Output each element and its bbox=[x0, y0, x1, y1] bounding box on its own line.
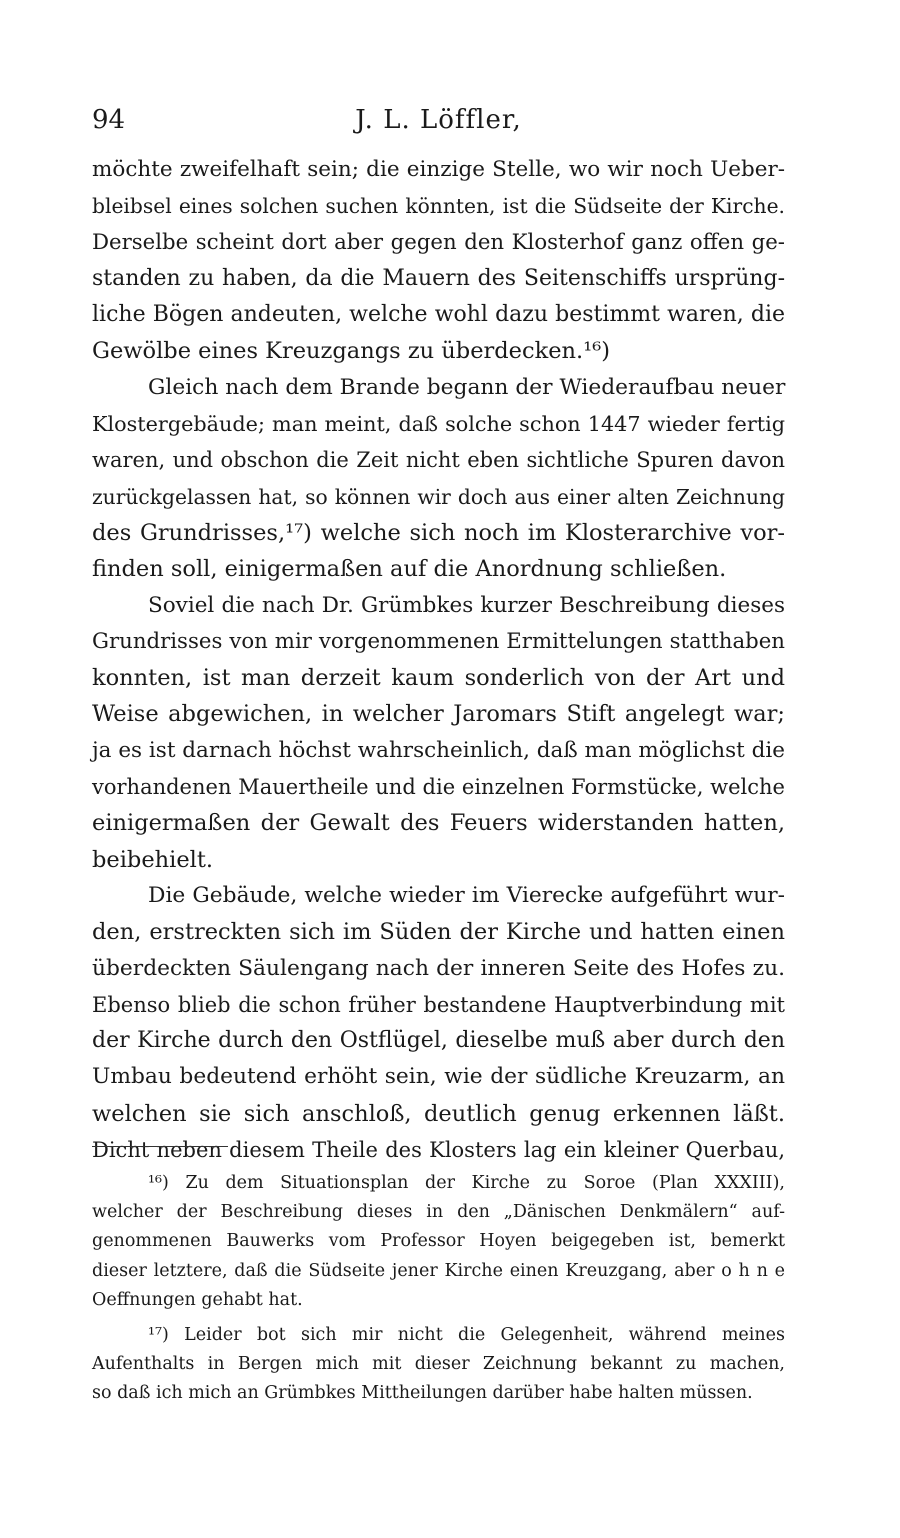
footnote-divider bbox=[92, 1146, 228, 1147]
text-line: Klostergebäude; man meint, daß solche schon 1447 wieder fertig bbox=[92, 412, 785, 437]
footnote-line: Oeffnungen gehabt hat. bbox=[92, 1289, 303, 1310]
footnote-line: dieser letztere, daß die Südseite jener Kirche einen Kreuzgang, aber o h n e bbox=[92, 1260, 785, 1281]
text-line: Weise abgewichen, in welcher Jaromars Stift angelegt war; bbox=[92, 701, 785, 728]
footnote-line: genommenen Bauwerks vom Professor Hoyen beigegeben ist, bemerkt bbox=[92, 1231, 785, 1252]
page-header bbox=[92, 100, 785, 140]
text-line: finden soll, einigermaßen auf die Anordnung schließen. bbox=[92, 556, 727, 583]
text-line: der Kirche durch den Ostflügel, dieselbe muß aber durch den bbox=[92, 1028, 785, 1054]
text-line: überdeckten Säulengang nach der inneren Seite des Hofes zu. bbox=[92, 955, 785, 981]
text-line: bleibsel eines solchen suchen könnten, ist die Südseite der Kirche. bbox=[92, 194, 785, 219]
text-line: Die Gebäude, welche wieder im Vierecke aufgeführt wur- bbox=[148, 882, 785, 908]
text-line: den, erstreckten sich im Süden der Kirche und hatten einen bbox=[92, 919, 785, 946]
running-head: J. L. Löffler, bbox=[355, 105, 522, 135]
text-line: Umbau bedeutend erhöht sein, wie der südliche Kreuzarm, an bbox=[92, 1064, 785, 1090]
text-line: Soviel die nach Dr. Grümbkes kurzer Beschreibung dieses bbox=[148, 592, 785, 618]
text-line: Grundrisses von mir vorgenommenen Ermittelungen statthaben bbox=[92, 628, 785, 654]
footnote-line: so daß ich mich an Grümbkes Mittheilungen darüber habe halten müssen. bbox=[92, 1383, 753, 1404]
text-line: möchte zweifelhaft sein; die einzige Stelle, wo wir noch Ueber- bbox=[92, 157, 785, 182]
text-line: standen zu haben, da die Mauern des Seitenschiffs ursprüng- bbox=[92, 265, 785, 291]
text-line: Dicht neben diesem Theile des Klosters lag ein kleiner Querbau, bbox=[92, 1138, 785, 1163]
text-line: Gewölbe eines Kreuzgangs zu überdecken.¹⁶) bbox=[92, 338, 611, 365]
footnote-line: ¹⁷) Leider bot sich mir nicht die Gelegenheit, während meines bbox=[148, 1324, 785, 1345]
text-line: ja es ist darnach höchst wahrscheinlich, daß man möglichst die bbox=[92, 737, 786, 763]
text-line: Ebenso blieb die schon früher bestandene Hauptverbindung mit bbox=[92, 992, 785, 1017]
footnote-line: ¹⁶) Zu dem Situationsplan der Kirche zu Soroe (Plan XXXIII), bbox=[148, 1173, 785, 1193]
text-line: Gleich nach dem Brande begann der Wiederaufbau neuer bbox=[148, 374, 786, 400]
text-line: vorhandenen Mauertheile und die einzelnen Formstücke, welche bbox=[92, 775, 785, 800]
footnotes bbox=[92, 1169, 785, 1409]
footnote-line: Aufenthalts in Bergen mich mit dieser Zeichnung bekannt zu machen, bbox=[92, 1354, 785, 1375]
page-number: 94 bbox=[92, 105, 126, 135]
footnote-line: welcher der Beschreibung dieses in den „Dänischen Denkmälern“ auf- bbox=[92, 1202, 785, 1223]
body-text bbox=[92, 152, 785, 1168]
text-line: zurückgelassen hat, so können wir doch aus einer alten Zeichnung bbox=[92, 484, 785, 509]
text-line: liche Bögen andeuten, welche wohl dazu bestimmt waren, die bbox=[92, 302, 785, 328]
text-line: des Grundrisses,¹⁷) welche sich noch im Klosterarchive vor- bbox=[92, 519, 785, 546]
text-line: Derselbe scheint dort aber gegen den Klosterhof ganz offen ge- bbox=[92, 229, 785, 255]
text-line: beibehielt. bbox=[92, 846, 214, 873]
text-line: konnten, ist man derzeit kaum sonderlich von der Art und bbox=[92, 665, 785, 692]
text-line: waren, und obschon die Zeit nicht eben sichtliche Spuren davon bbox=[92, 448, 785, 473]
text-line: einigermaßen der Gewalt des Feuers widerstanden hatten, bbox=[92, 810, 785, 837]
text-line: welchen sie sich anschloß, deutlich genug erkennen läßt. bbox=[92, 1100, 785, 1127]
